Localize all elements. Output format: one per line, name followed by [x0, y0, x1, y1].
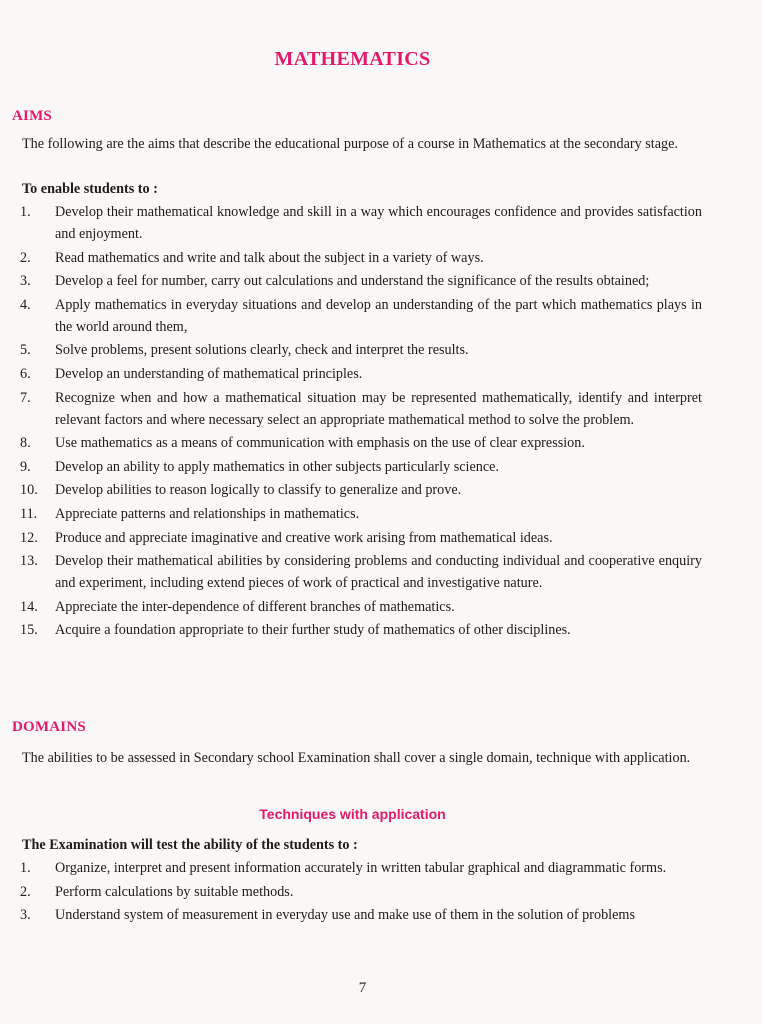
item-number: 15. [20, 622, 38, 639]
item-number: 9. [20, 458, 31, 475]
list-item [0, 387, 702, 431]
list-item [0, 247, 702, 269]
item-text: Recognize when and how a mathematical situation may be represented mathematically, identify and interpret relevant factors and where necessary select an appropriate mathematical method to solve the problem. [55, 389, 702, 428]
list-item [0, 294, 702, 338]
item-number: 3. [20, 273, 31, 290]
domains-heading: DOMAINS [12, 719, 86, 735]
item-text: Acquire a foundation appropriate to their further study of mathematics of other disciplines. [55, 622, 571, 639]
item-text: Develop their mathematical knowledge and skill in a way which encourages confidence and provides satisfaction and enjoyment. [55, 204, 702, 242]
list-item [0, 857, 702, 879]
list-item [0, 596, 702, 618]
item-text: Appreciate patterns and relationships in mathematics. [55, 505, 360, 522]
item-text: Read mathematics and write and talk about the subject in a variety of ways. [55, 249, 484, 266]
techniques-subheading: Techniques with application [259, 806, 446, 822]
list-item [0, 339, 702, 361]
item-number: 6. [20, 365, 31, 382]
page-number: 7 [358, 980, 367, 996]
item-text: Organize, interpret and present information accurately in written tabular graphical and diagrammatic forms. [55, 860, 667, 876]
aims-intro: The following are the aims that describe the educational purpose of a course in Mathematics at the secondary stage. [22, 136, 678, 152]
list-item [0, 619, 702, 641]
list-item [0, 550, 702, 594]
list-item [0, 363, 702, 385]
item-text: Develop abilities to reason logically to classify to generalize and prove. [55, 482, 462, 499]
item-text: Apply mathematics in everyday situations and develop an understanding of the part which mathematics plays in the world around them, [55, 296, 702, 335]
item-number: 1. [20, 204, 31, 220]
item-text: Develop a feel for number, carry out calculations and understand the significance of the results obtained; [55, 273, 650, 290]
item-number: 10. [20, 482, 38, 499]
item-number: 5. [20, 342, 31, 359]
item-number: 12. [20, 529, 38, 546]
item-text: Perform calculations by suitable methods. [55, 883, 294, 900]
item-number: 13. [20, 553, 38, 570]
list-item [0, 503, 702, 525]
item-number: 14. [20, 598, 38, 615]
item-number: 7. [20, 389, 31, 406]
item-number: 11. [20, 505, 38, 522]
list-item [0, 201, 702, 245]
aims-list [0, 201, 702, 643]
item-text: Develop an understanding of mathematical principles. [55, 365, 363, 382]
item-number: 2. [20, 249, 31, 266]
item-text: Solve problems, present solutions clearly, check and interpret the results. [55, 342, 469, 359]
list-item [0, 881, 702, 903]
list-item [0, 527, 702, 549]
list-item [0, 904, 702, 926]
list-item [0, 479, 702, 501]
aims-lead: To enable students to : [22, 181, 158, 197]
domains-lead: The Examination will test the ability of the students to : [22, 837, 358, 853]
item-text: Develop an ability to apply mathematics in other subjects particularly science. [55, 458, 500, 475]
list-item [0, 270, 702, 292]
item-number: 8. [20, 435, 31, 452]
item-text: Appreciate the inter-dependence of different branches of mathematics. [55, 598, 455, 615]
page-title: MATHEMATICS [274, 48, 431, 70]
item-number: 4. [20, 296, 31, 313]
item-number: 1. [20, 860, 31, 876]
item-number: 3. [20, 907, 31, 924]
aims-heading: AIMS [12, 108, 52, 124]
list-item [0, 432, 702, 454]
item-number: 2. [20, 883, 31, 900]
domains-list [0, 857, 702, 928]
item-text: Understand system of measurement in everyday use and make use of them in the solution of problems [55, 907, 635, 924]
item-text: Develop their mathematical abilities by considering problems and conducting individual and cooperative enquiry and experiment, including extend pieces of work of practical and investigative nature. [55, 553, 702, 592]
list-item [0, 456, 702, 478]
item-text: Produce and appreciate imaginative and creative work arising from mathematical ideas. [55, 529, 553, 546]
item-text: Use mathematics as a means of communication with emphasis on the use of clear expression. [55, 435, 585, 452]
domains-intro: The abilities to be assessed in Secondary school Examination shall cover a single domain, technique with application. [22, 750, 691, 766]
